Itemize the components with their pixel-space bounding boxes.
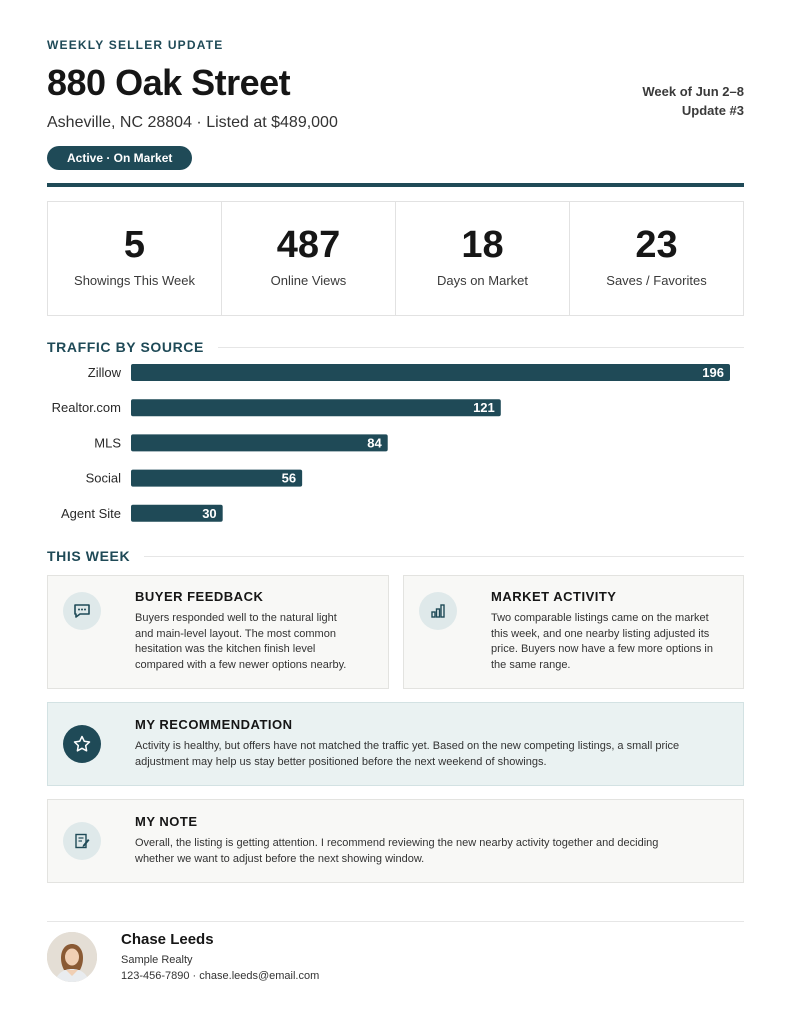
card-line: Activity is healthy, but offers have not matched the traffic yet. Based on the new competing listings, a small price [135,740,680,752]
card-text [135,611,346,673]
stat-label: Saves / Favorites [606,273,707,288]
stat-label: Online Views [270,273,347,288]
agent-name: Chase Leeds [121,931,214,948]
card-line: whether we want to adjust before the next showing window. [135,852,425,865]
bar-value-label: 84 [367,435,382,451]
bar [131,364,730,381]
card-title: MY RECOMMENDATION [135,717,293,732]
stat-saves [570,202,743,315]
card-line: Overall, the listing is getting attention. I recommend reviewing the new nearby activity together and deciding [135,837,659,849]
traffic-bar-chart [47,360,744,530]
category-label: Zillow [87,365,121,380]
card-line: compared with a few newer options nearby. [135,658,347,671]
card-text [491,611,713,673]
card-title: BUYER FEEDBACK [135,589,264,604]
buyer-feedback-card [47,575,389,689]
stat-label: Showings This Week [74,273,195,288]
card-line: the same range. [491,658,571,671]
card-line: and main-level layout. The most common [135,627,336,640]
section-title: THIS WEEK [47,548,131,564]
agent-company: Sample Realty [121,954,193,966]
card-title: MARKET ACTIVITY [491,589,617,604]
stats-row [47,201,744,316]
update-number: Update #3 [681,103,744,118]
agent-avatar [47,932,97,982]
bar-value-label: 30 [202,505,217,521]
card-line: price. Buyers now have a few more options in [491,643,713,656]
card-title: MY NOTE [135,814,198,829]
card-line: Two comparable listings came on the market [491,612,709,624]
card-text [135,739,679,770]
property-subtitle: Asheville, NC 28804 · Listed at $489,000 [47,114,338,131]
footer-divider [47,921,744,922]
card-line: hesitation was the kitchen finish level [135,643,316,656]
category-label: Agent Site [61,505,121,521]
bar-value-label: 121 [473,400,495,416]
bar [131,399,501,416]
category-label: MLS [94,435,121,451]
this-week-section-heading [47,548,744,564]
card-line: adjustment may help us stay better positioned before the next weekend of showings. [135,755,547,768]
star-icon [63,725,101,763]
stat-online-views [222,202,396,315]
card-line: Buyers responded well to the natural light [135,612,337,624]
chat-bubble-icon [63,592,101,630]
bar-chart-icon [419,592,457,630]
bar [131,434,388,451]
bar-value-label: 56 [281,470,297,486]
header-divider [47,183,744,187]
card-line: this week, and one nearby listing adjusted its [491,627,710,640]
traffic-section-heading [47,339,744,355]
section-rule [218,347,744,348]
week-info [642,82,744,120]
stat-value: 487 [276,224,341,266]
stat-days-on-market [396,202,570,315]
property-address-title: 880 Oak Street [47,62,291,103]
stat-showings [48,202,222,315]
note-card [47,799,744,883]
week-range: Week of Jun 2–8 [642,84,744,99]
section-rule [144,556,744,557]
recommendation-card [47,702,744,786]
stat-value: 5 [123,224,146,266]
market-activity-card [403,575,744,689]
category-label: Social [85,470,121,486]
eyebrow-label: WEEKLY SELLER UPDATE [47,38,224,52]
status-badge: Active · On Market [47,146,192,170]
traffic-chart-svg [47,360,744,530]
stat-value: 18 [461,224,504,266]
seller-update-page [47,0,744,1024]
section-title: TRAFFIC BY SOURCE [47,339,204,355]
bar-value-label: 196 [702,365,724,380]
agent-contact: 123-456-7890 · chase.leeds@email.com [121,970,320,982]
bar [131,470,302,487]
note-pen-icon [63,822,101,860]
category-label: Realtor.com [51,400,121,416]
stat-label: Days on Market [436,273,529,288]
stat-value: 23 [635,224,678,266]
card-text [135,836,658,867]
